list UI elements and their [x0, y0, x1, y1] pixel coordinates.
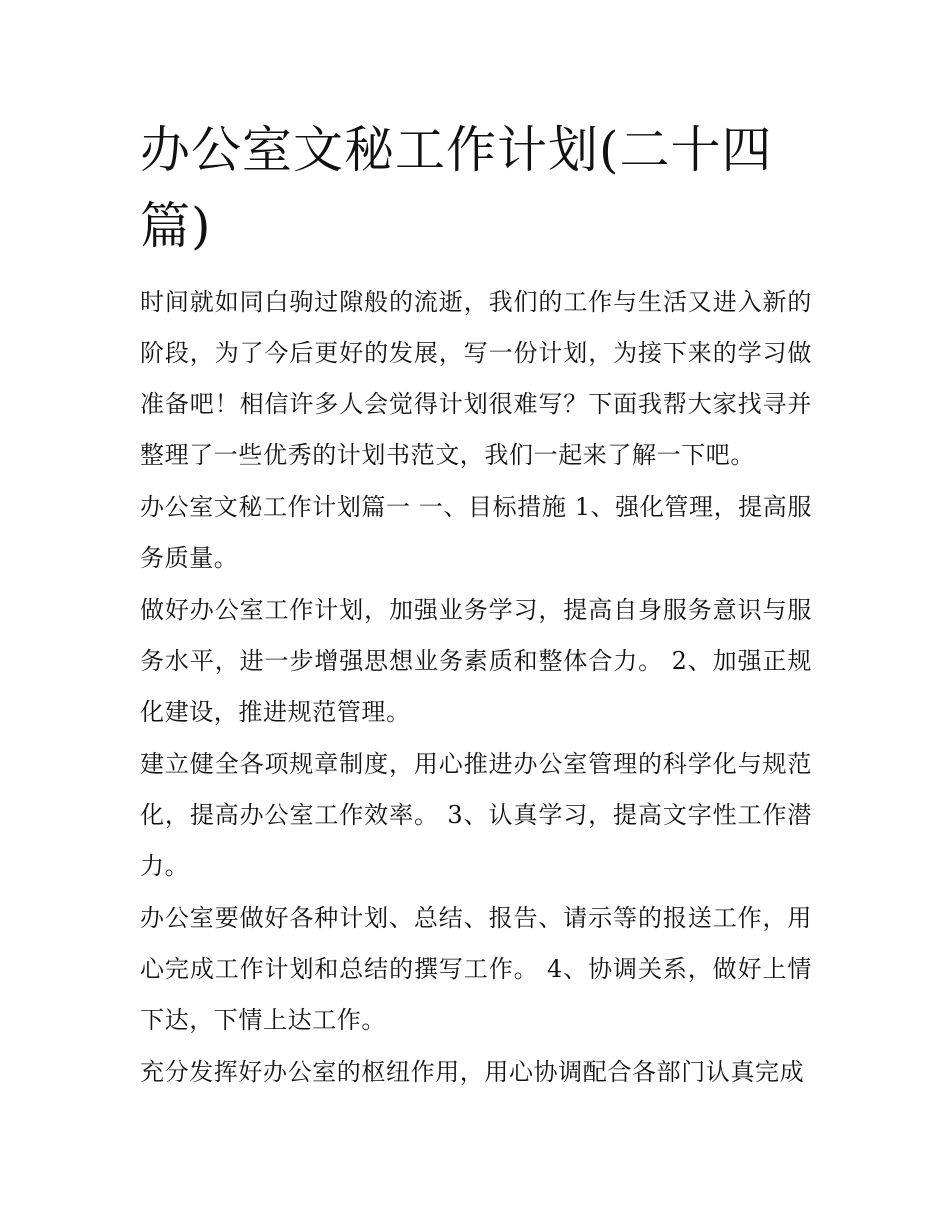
paragraph-plan-one-heading: 办公室文秘工作计划篇一 一、目标措施 1、强化管理，提高服务质量。 — [140, 493, 812, 572]
document-title: 办公室文秘工作计划(二十四篇) — [140, 121, 773, 255]
paragraph-intro: 时间就如同白驹过隙般的流逝，我们的工作与生活又进入新的阶段，为了今后更好的发展，写一份计划，为接下来的学习做准备吧！相信许多人会觉得计划很难写？下面我帮大家找寻并整理了一些优秀的计划书范文，我们一起来了解一下吧。 — [140, 288, 812, 469]
document-body — [140, 277, 812, 1099]
paragraph-rules: 建立健全各项规章制度，用心推进办公室管理的科学化与规范化，提高办公室工作效率。 3、认真学习，提高文字性工作潜力。 — [140, 750, 812, 880]
paragraph-coordination: 充分发挥好办公室的枢纽作用，用心协调配合各部门认真完成 — [140, 1058, 805, 1086]
paragraph-work-plan: 做好办公室工作计划，加强业务学习，提高自身服务意识与服务水平，进一步增强思想业务素质和整体合力。 2、加强正规化建设，推进规范管理。 — [140, 596, 812, 726]
paragraph-reports: 办公室要做好各种计划、总结、报告、请示等的报送工作，用心完成工作计划和总结的撰写工作。 4、协调关系，做好上情下达，下情上达工作。 — [140, 904, 812, 1034]
